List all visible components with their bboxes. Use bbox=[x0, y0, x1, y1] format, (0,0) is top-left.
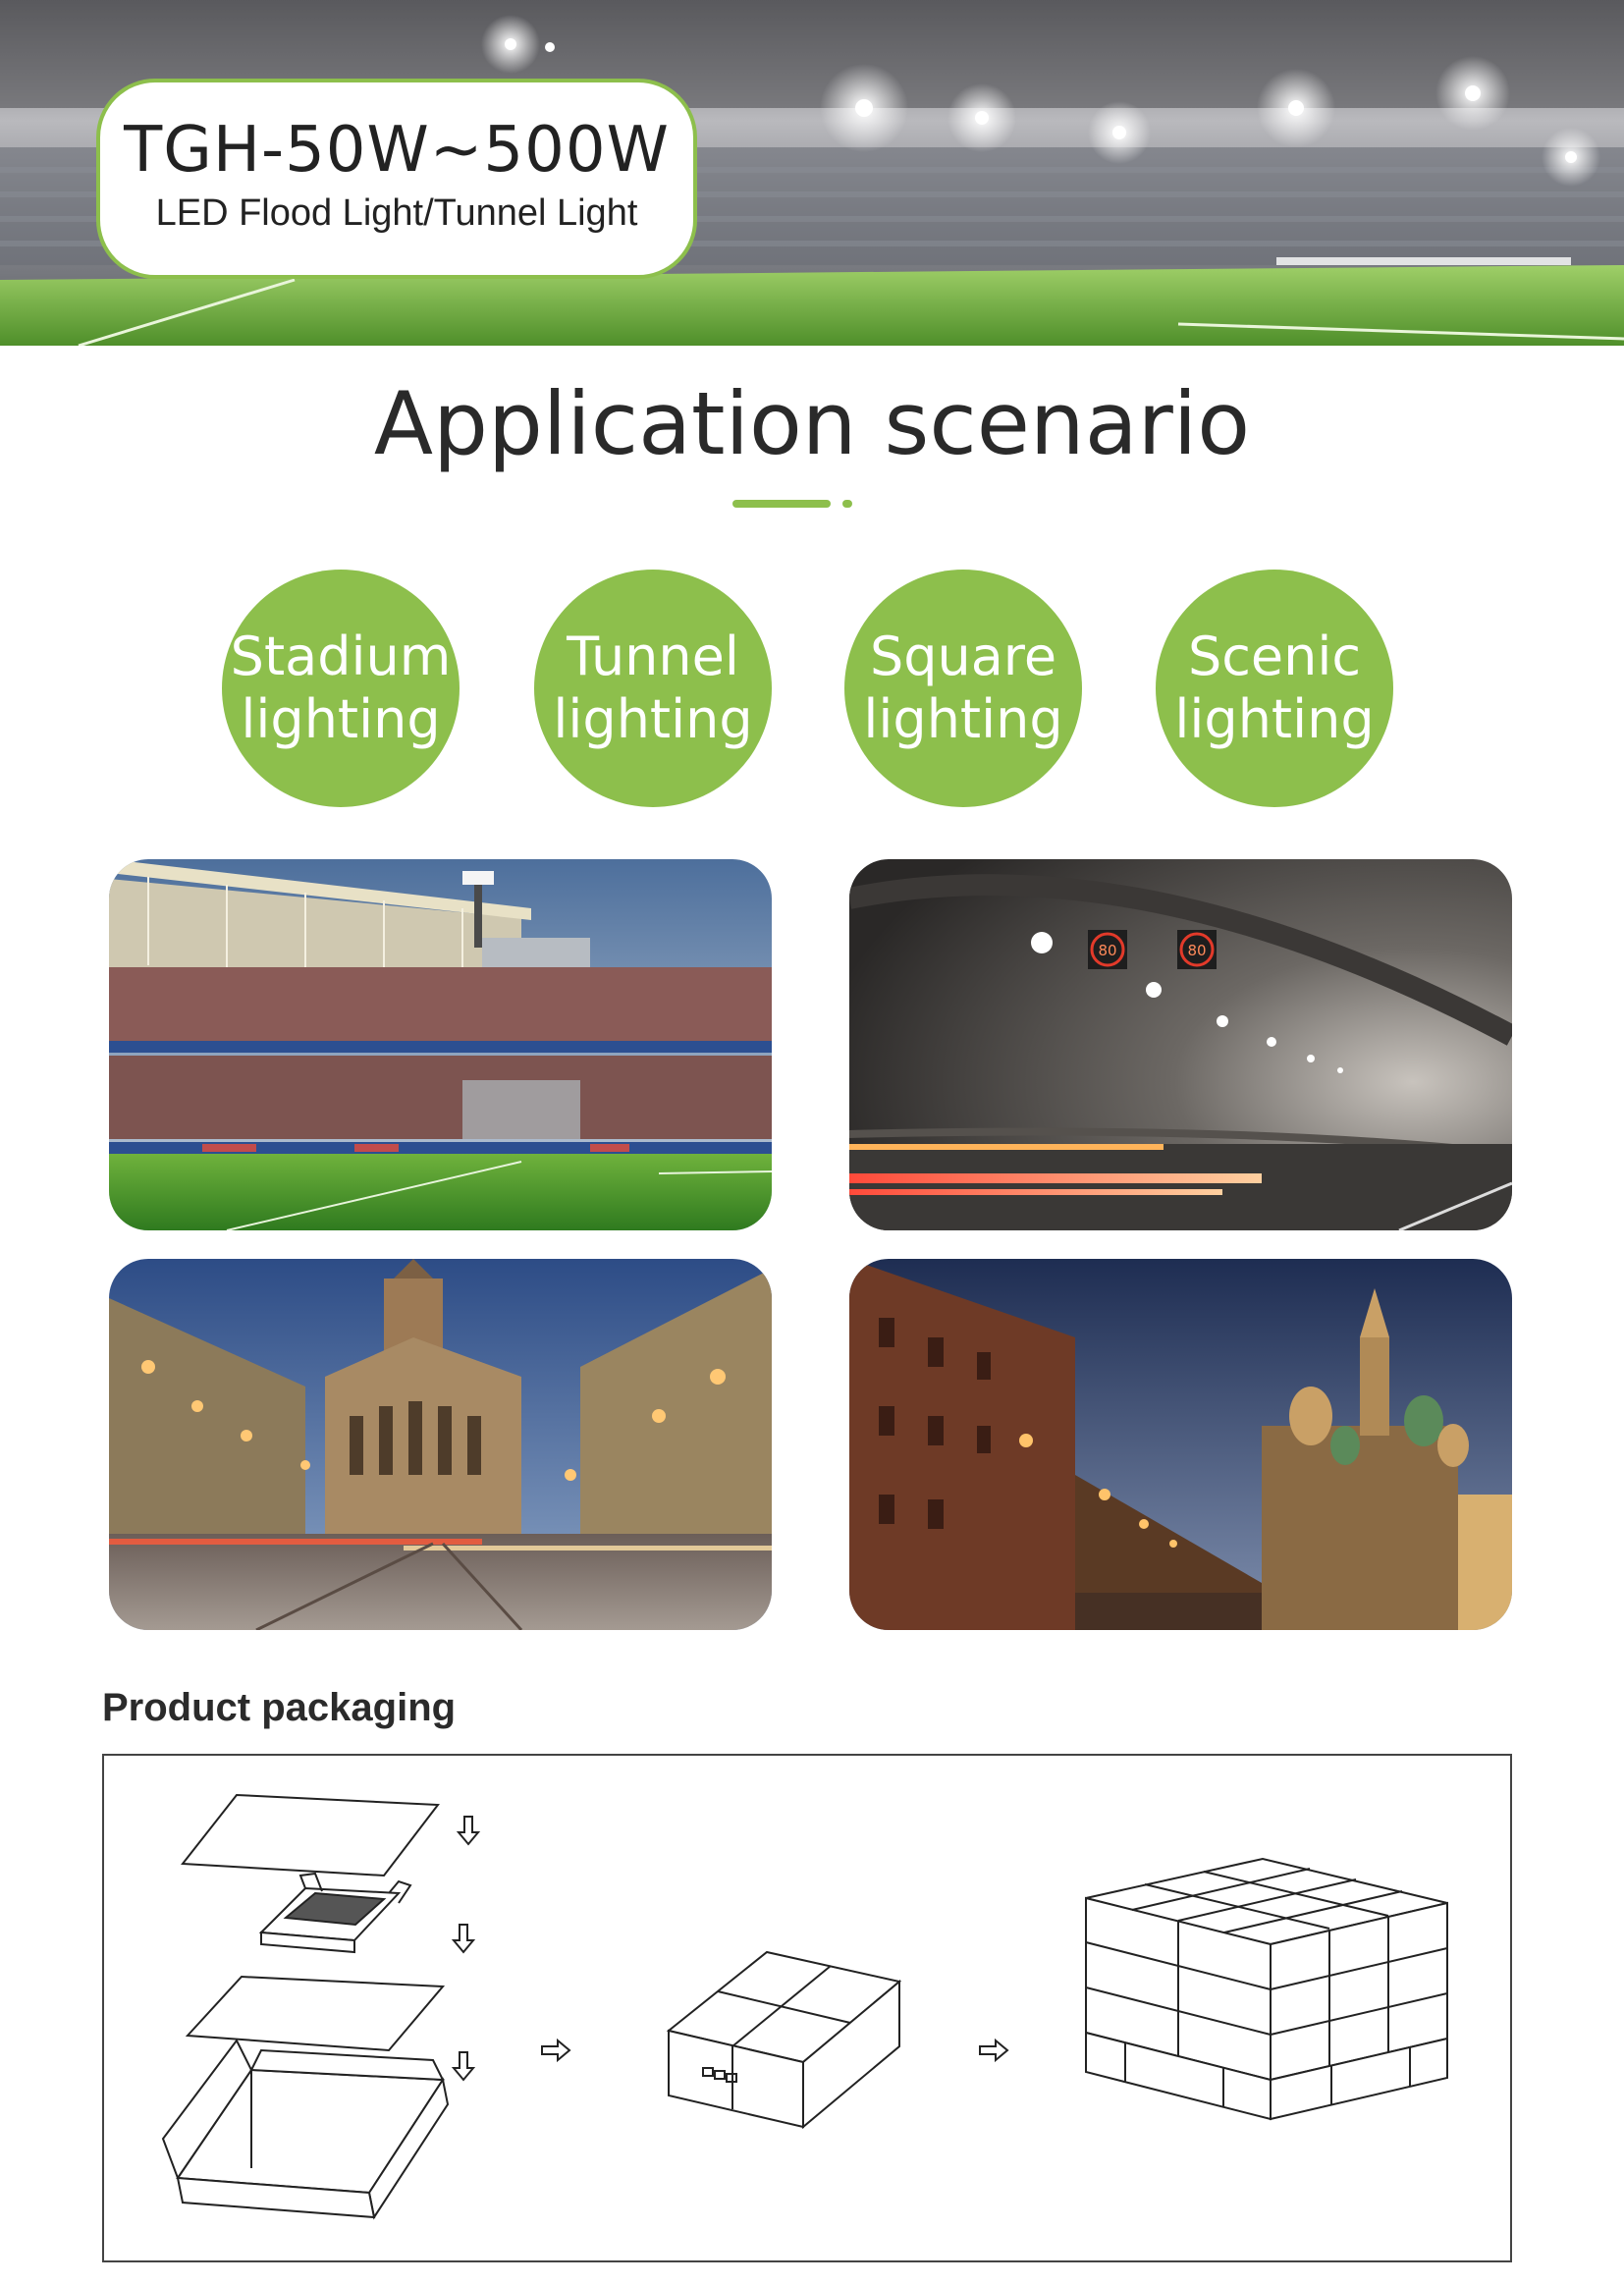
right-arrow-icon bbox=[542, 2040, 569, 2060]
divider-dot bbox=[842, 500, 852, 508]
stadium-photo bbox=[109, 859, 772, 1230]
product-title-badge bbox=[96, 79, 697, 279]
scenario-label-line1: Scenic bbox=[1187, 626, 1362, 687]
product-model: TGH-50W~500W bbox=[124, 114, 670, 187]
packaging-diagram bbox=[102, 1754, 1512, 2262]
scenic-photo bbox=[849, 1259, 1512, 1630]
scenario-square bbox=[844, 570, 1082, 807]
down-arrow-icon bbox=[454, 1925, 473, 1952]
down-arrow-icon bbox=[459, 1817, 478, 1844]
tunnel-photo bbox=[849, 859, 1512, 1230]
speed-limit-sign bbox=[1088, 930, 1127, 969]
speed-limit-sign bbox=[1177, 930, 1217, 969]
speed-limit-value: 80 bbox=[1098, 942, 1117, 959]
square-photo bbox=[109, 1259, 772, 1630]
right-arrow-icon bbox=[980, 2040, 1007, 2060]
scenario-scenic bbox=[1156, 570, 1393, 807]
section-title: Application scenario bbox=[373, 373, 1251, 474]
scenario-label-line2: lighting bbox=[863, 688, 1063, 750]
palletized-cartons bbox=[1086, 1859, 1447, 2119]
flood-light-product bbox=[261, 1874, 410, 1952]
scenario-label-line2: lighting bbox=[553, 688, 753, 750]
scenario-tunnel bbox=[534, 570, 772, 807]
scenario-label-line1: Square bbox=[869, 626, 1057, 687]
top-foam-sheet bbox=[183, 1795, 438, 1876]
product-subtitle: LED Flood Light/Tunnel Light bbox=[155, 192, 638, 234]
scenario-label-line1: Tunnel bbox=[567, 626, 739, 687]
hero-banner bbox=[0, 0, 1624, 346]
speed-limit-value: 80 bbox=[1187, 942, 1207, 959]
scenario-label-line2: lighting bbox=[1174, 688, 1375, 750]
open-carton bbox=[163, 2040, 448, 2217]
packaging-title: Product packaging bbox=[102, 1686, 457, 1729]
sealed-carton bbox=[669, 1952, 899, 2127]
divider-bar bbox=[732, 500, 831, 508]
scenario-label-line2: lighting bbox=[241, 688, 441, 750]
scenario-label-line1: Stadium bbox=[230, 626, 452, 687]
down-arrow-icon bbox=[454, 2052, 473, 2080]
scenario-stadium bbox=[222, 570, 460, 807]
bottom-foam-sheet bbox=[188, 1977, 443, 2050]
